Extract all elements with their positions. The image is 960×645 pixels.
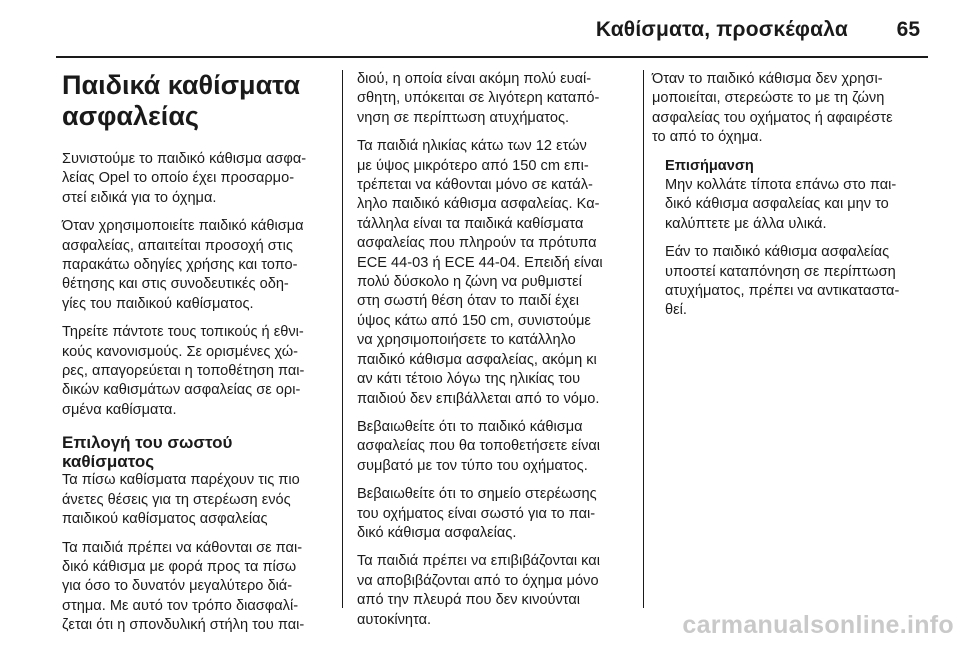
text-line: υποστεί καταπόνηση σε περίπτωση xyxy=(665,263,896,280)
paragraph xyxy=(62,539,328,636)
text-line: ληλο παιδικό κάθισμα ασφαλείας. Κα- xyxy=(357,196,600,213)
main-heading xyxy=(62,70,328,132)
text-line: ρες, απαγορεύεται η τοποθέτηση παι- xyxy=(62,363,305,380)
text-line: Μην κολλάτε τίποτα επάνω στο παι- xyxy=(665,177,897,194)
text-line: στημα. Με αυτό τον τρόπο διασφαλί- xyxy=(62,597,299,614)
paragraph xyxy=(665,243,930,321)
note-block xyxy=(665,157,930,321)
text-line: διού, η οποία είναι ακόμη πολύ ευαί- xyxy=(357,71,592,87)
paragraph xyxy=(62,471,328,529)
text-line: να αποβιβάζονται από το όχημα μόνο xyxy=(357,572,599,589)
text-line: αν κάτι τέτοιο λόγω της ηλικίας του xyxy=(357,371,581,388)
text-line: Τα παιδιά ηλικίας κάτω των 12 ετών xyxy=(357,138,587,155)
page-number: 65 xyxy=(896,18,920,41)
paragraph xyxy=(62,150,328,208)
text-line: παρακάτω οδηγίες χρήσης και τοπο- xyxy=(62,257,298,274)
page-header xyxy=(0,0,960,56)
paragraph xyxy=(357,418,632,476)
text-line: στεί ειδικά για το όχημα. xyxy=(62,189,217,206)
text-line: γίες του παιδικού καθίσματος. xyxy=(62,295,254,312)
main-heading-line-1: Παιδικά καθίσματα xyxy=(62,70,301,100)
text-line: σμένα καθίσματα. xyxy=(62,401,177,418)
paragraph xyxy=(357,552,632,630)
text-line: τάλληλα είναι τα παιδικά καθίσματα xyxy=(357,215,584,232)
text-line: πολύ δύσκολο η ζώνη να ρυθμιστεί xyxy=(357,274,582,291)
text-line: τρέπεται να κάθονται μόνο σε κατάλ- xyxy=(357,177,593,194)
column-3 xyxy=(652,70,930,330)
text-line: δικό κάθισμα ασφαλείας. xyxy=(357,524,517,541)
text-line: δικό κάθισμα με φορά προς τα πίσω xyxy=(62,558,297,575)
text-line: το από το όχημα. xyxy=(652,129,763,146)
text-line: ασφαλείας του οχήματος ή αφαιρέστε xyxy=(652,109,893,126)
text-line: παιδικό κάθισμα ασφαλείας, ακόμη κι xyxy=(357,351,597,368)
note-title: Επισήμανση xyxy=(665,157,754,174)
text-line: Όταν χρησιμοποιείτε παιδικό κάθισμα xyxy=(62,218,304,235)
main-heading-line-2: ασφαλείας xyxy=(62,101,199,131)
text-line: δικών καθισμάτων ασφαλείας σε ορι- xyxy=(62,382,301,399)
text-line: Τηρείτε πάντοτε τους τοπικούς ή εθνι- xyxy=(62,324,304,341)
text-line: νηση σε περίπτωση ατυχήματος. xyxy=(357,109,570,126)
text-line: Εάν το παιδικό κάθισμα ασφαλείας xyxy=(665,244,890,261)
text-line: Τα παιδιά πρέπει να κάθονται σε παι- xyxy=(62,539,303,556)
paragraph xyxy=(357,485,632,543)
text-line: λείας Opel το οποίο έχει προσαρμο- xyxy=(62,170,295,187)
text-line: ζεται ότι η σπονδυλική στήλη του παι- xyxy=(62,617,305,634)
text-line: ασφαλείας που πληρούν τα πρότυπα xyxy=(357,235,597,252)
text-line: Βεβαιωθείτε ότι το παιδικό κάθισμα xyxy=(357,418,583,435)
subheading-line-1: Επιλογή του σωστού xyxy=(62,433,233,453)
text-line: ασφαλείας, απαιτείται προσοχή στις xyxy=(62,237,293,254)
text-line: δικό κάθισμα ασφαλείας και μην το xyxy=(665,196,889,213)
text-line: από την πλευρά που δεν κινούνται xyxy=(357,592,581,609)
watermark: carmanualsonline.info xyxy=(682,611,954,639)
text-line: με ύψος μικρότερο από 150 cm επι- xyxy=(357,157,589,174)
paragraph xyxy=(62,323,328,420)
text-line: σθητη, υπόκειται σε λιγότερη καταπό- xyxy=(357,90,600,107)
paragraph xyxy=(357,70,632,128)
text-line: κούς κανονισμούς. Σε ορισμένες χώ- xyxy=(62,343,299,360)
text-line: συμβατό με τον τύπο του οχήματος. xyxy=(357,457,588,474)
paragraph xyxy=(652,70,930,148)
subheading xyxy=(62,433,328,471)
text-line: ασφαλείας που θα τοποθετήσετε είναι xyxy=(357,438,601,455)
text-line: του οχήματος είναι σωστό για το παι- xyxy=(357,505,596,522)
column-divider-2 xyxy=(643,70,644,608)
text-line: παιδιού δεν επιβάλλεται από το νόμο. xyxy=(357,390,600,407)
text-line: στη σωστή θέση όταν το παιδί έχει xyxy=(357,293,579,310)
paragraph xyxy=(62,217,328,314)
header-rule xyxy=(56,56,928,58)
text-line: μοποιείται, στερεώστε το με τη ζώνη xyxy=(652,90,885,107)
paragraph xyxy=(357,137,632,409)
text-line: ατυχήματος, πρέπει να αντικαταστα- xyxy=(665,283,900,300)
text-line: Όταν το παιδικό κάθισμα δεν χρησι- xyxy=(652,71,883,87)
paragraph xyxy=(665,176,930,234)
text-line: Βεβαιωθείτε ότι το σημείο στερέωσης xyxy=(357,486,597,503)
text-line: για όσο το δυνατόν μεγαλύτερο διά- xyxy=(62,578,293,595)
text-line: Τα παιδιά πρέπει να επιβιβάζονται και xyxy=(357,553,600,570)
text-line: θεί. xyxy=(665,302,687,319)
section-title: Καθίσματα, προσκέφαλα xyxy=(595,18,848,41)
text-line: ύψος κάτω από 150 cm, συνιστούμε xyxy=(357,312,591,329)
text-line: άνετες θέσεις για τη στερέωση ενός xyxy=(62,491,291,508)
column-divider-1 xyxy=(342,70,343,608)
text-line: θέτησης και στις συνοδευτικές οδη- xyxy=(62,276,289,293)
text-line: να χρησιμοποιήσετε το κατάλληλο xyxy=(357,332,576,349)
text-line: καλύπτετε με άλλα υλικά. xyxy=(665,215,827,232)
text-line: Τα πίσω καθίσματα παρέχουν τις πιο xyxy=(62,472,300,489)
column-2 xyxy=(357,70,632,639)
subheading-line-2: καθίσματος xyxy=(62,452,155,472)
text-line: παιδικού καθίσματος ασφαλείας xyxy=(62,511,268,528)
column-1 xyxy=(62,70,328,645)
text-line: ECE 44-03 ή ECE 44-04. Επειδή είναι xyxy=(357,254,603,271)
text-line: αυτοκίνητα. xyxy=(357,611,432,628)
text-line: Συνιστούμε το παιδικό κάθισμα ασφα- xyxy=(62,151,307,167)
